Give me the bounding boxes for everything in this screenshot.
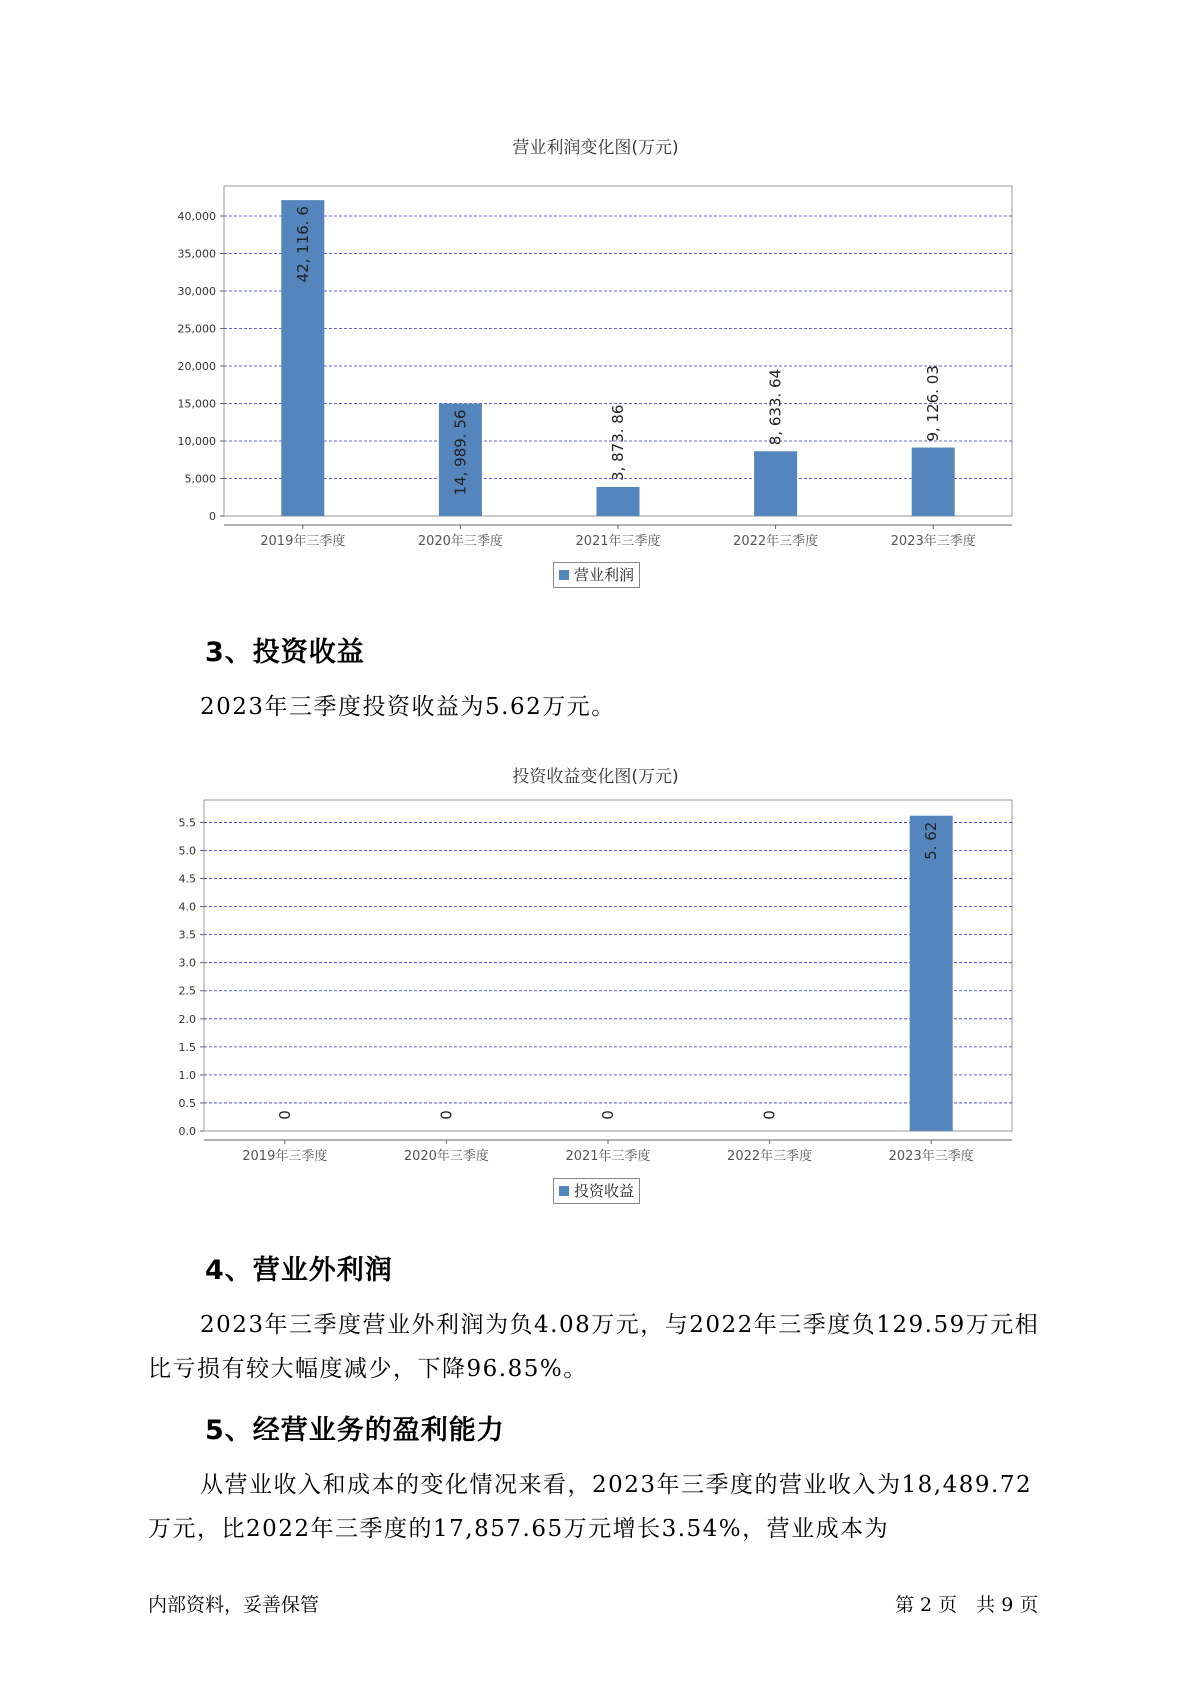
y-tick-label: 2.5: [178, 984, 196, 998]
footer-page-number: 第 2 页 共 9 页: [895, 1594, 1039, 1616]
x-tick-label: 2021年三季度: [575, 534, 661, 549]
y-tick-label: 5,000: [184, 472, 216, 486]
chart1-legend-label: 营业利润: [574, 566, 635, 584]
y-tick-label: 5.0: [178, 844, 196, 858]
y-tick-label: 0.5: [178, 1096, 196, 1110]
y-tick-label: 20,000: [177, 360, 216, 373]
data-label: 0: [437, 1110, 456, 1120]
y-tick-label: 2.0: [178, 1012, 196, 1026]
investment-income-chart: [0, 800, 1191, 1164]
legend-swatch-icon: [559, 1186, 569, 1196]
y-tick-label: 30,000: [177, 285, 216, 298]
y-tick-label: 0.0: [178, 1125, 196, 1138]
y-tick-label: 10,000: [177, 435, 216, 448]
section-4-text: 2023年三季度营业外利润为负4.08万元，与2022年三季度负129.59万元相比亏损有较大幅度减少，下降96.85%。: [148, 1312, 1040, 1382]
data-label: 14, 989. 56: [451, 409, 470, 496]
y-tick-label: 3.0: [178, 956, 196, 970]
chart1-legend: [553, 562, 640, 588]
bar: [910, 816, 953, 1131]
chart2-legend-label: 投资收益: [574, 1182, 635, 1200]
chart2-legend: [553, 1178, 640, 1204]
section-3-heading: 3、投资收益: [205, 637, 365, 668]
data-label: 0: [599, 1110, 617, 1120]
x-tick-label: 2022年三季度: [727, 1149, 813, 1164]
section-3-text: 2023年三季度投资收益为5.62万元。: [200, 694, 616, 720]
section-5-text: 从营业收入和成本的变化情况来看，2023年三季度的营业收入为18,489.72万元，比2022年三季度的17,857.65万元增长3.54%，营业成本为: [148, 1472, 1033, 1542]
data-label: 5. 62: [922, 821, 941, 860]
y-tick-label: 4.5: [178, 872, 196, 886]
y-tick-label: 0: [209, 510, 216, 523]
x-tick-label: 2020年三季度: [417, 534, 503, 549]
data-label: 0: [760, 1110, 779, 1120]
y-tick-label: 1.0: [178, 1068, 196, 1082]
x-tick-label: 2020年三季度: [403, 1149, 489, 1164]
data-label: 9, 126. 03: [924, 365, 943, 442]
bar: [912, 448, 955, 516]
chart2-title: 投资收益变化图(万元): [512, 767, 679, 787]
y-tick-label: 1.5: [178, 1040, 196, 1054]
y-tick-label: 25,000: [177, 322, 216, 336]
chart1-title: 营业利润变化图(万元): [512, 138, 679, 158]
section-5-heading: 5、经营业务的盈利能力: [205, 1415, 505, 1446]
x-tick-label: 2019年三季度: [260, 534, 346, 549]
y-tick-label: 3.5: [178, 928, 196, 942]
y-tick-label: 15,000: [177, 397, 216, 411]
x-tick-label: 2019年三季度: [242, 1149, 328, 1164]
y-tick-label: 35,000: [177, 247, 216, 261]
bar: [754, 451, 797, 516]
x-tick-label: 2022年三季度: [733, 534, 819, 549]
y-tick-label: 5.5: [178, 816, 196, 830]
section-4-heading: 4、营业外利润: [205, 1255, 393, 1286]
legend-swatch-icon: [559, 570, 569, 580]
x-tick-label: 2021年三季度: [565, 1149, 651, 1164]
operating-profit-chart: [0, 180, 1191, 549]
data-label: 42, 116. 6: [293, 206, 312, 283]
footer-left: 内部资料，妥善保管: [148, 1594, 320, 1616]
y-tick-label: 40,000: [177, 210, 216, 223]
data-label: 3, 873. 86: [609, 404, 627, 481]
data-label: 0: [275, 1110, 294, 1120]
plot-frame: [204, 800, 1012, 1131]
x-tick-label: 2023年三季度: [888, 1149, 974, 1164]
data-label: 8, 633. 64: [766, 368, 785, 446]
bar: [597, 487, 640, 516]
x-tick-label: 2023年三季度: [890, 534, 976, 549]
y-tick-label: 4.0: [178, 900, 196, 914]
